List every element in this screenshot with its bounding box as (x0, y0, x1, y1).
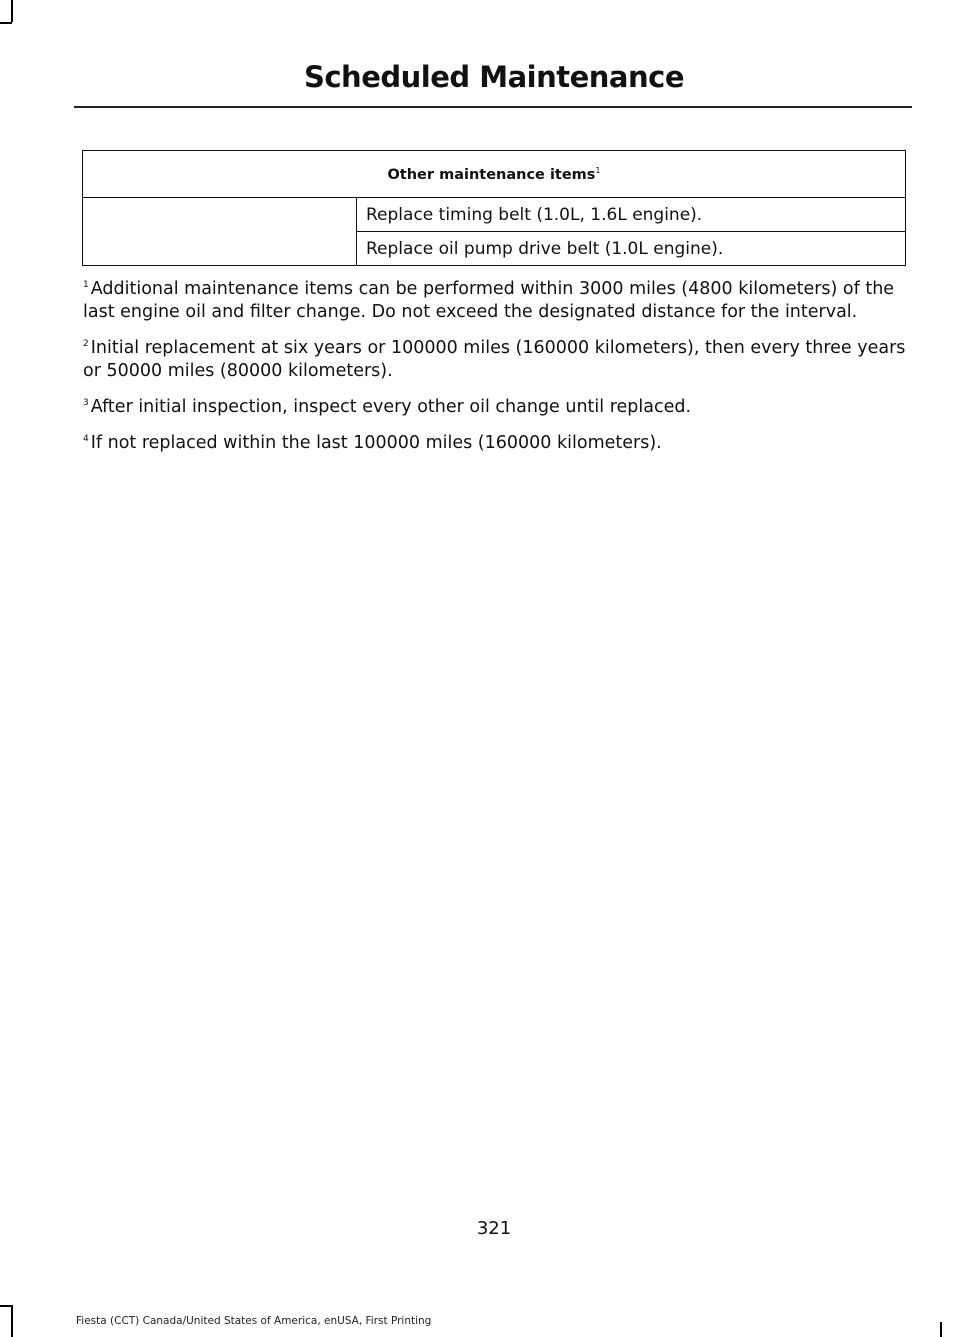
crop-mark (0, 1305, 12, 1307)
table-cell-item: Replace oil pump drive belt (1.0L engine). (357, 232, 906, 266)
footnote (83, 333, 913, 383)
footnote-marker: 3 (83, 398, 89, 408)
table-heading (83, 151, 906, 198)
crop-mark (0, 22, 12, 24)
footnote-marker: 4 (83, 434, 89, 444)
page-title: Scheduled Maintenance (303, 60, 685, 94)
header-divider (74, 106, 912, 108)
footnote-marker: 2 (83, 339, 89, 349)
footnote (83, 428, 913, 455)
footnote-text: Initial replacement at six years or 100000 miles (160000 kilometers), then every three years or 50000 miles (80000 kilometers). (83, 338, 906, 381)
page-number: 321 (476, 1218, 512, 1239)
maintenance-table (82, 150, 906, 266)
footnote (83, 274, 913, 324)
footnote-text: Additional maintenance items can be performed within 3000 miles (4800 kilometers) of the last engine oil and filter change. Do not exceed the designated distance for the interval. (83, 279, 895, 322)
footnote (83, 392, 913, 419)
table-heading-label: Other maintenance items (387, 166, 596, 183)
footnote-marker: 1 (83, 280, 89, 290)
crop-mark (940, 1322, 942, 1337)
footnote-text: If not replaced within the last 100000 miles (160000 kilometers). (90, 433, 662, 453)
table-row (83, 198, 906, 232)
crop-mark (11, 0, 13, 22)
heading-footnote-marker: 1 (595, 165, 601, 175)
footnotes (83, 274, 913, 464)
crop-mark (11, 1305, 13, 1337)
table-cell-item: Replace timing belt (1.0L, 1.6L engine). (357, 198, 906, 232)
footer-publication-info: Fiesta (CCT) Canada/United States of America, enUSA, First Printing (76, 1315, 432, 1327)
table-cell-empty (83, 198, 357, 266)
footnote-text: After initial inspection, inspect every other oil change until replaced. (90, 397, 692, 417)
table-header-row (83, 151, 906, 198)
